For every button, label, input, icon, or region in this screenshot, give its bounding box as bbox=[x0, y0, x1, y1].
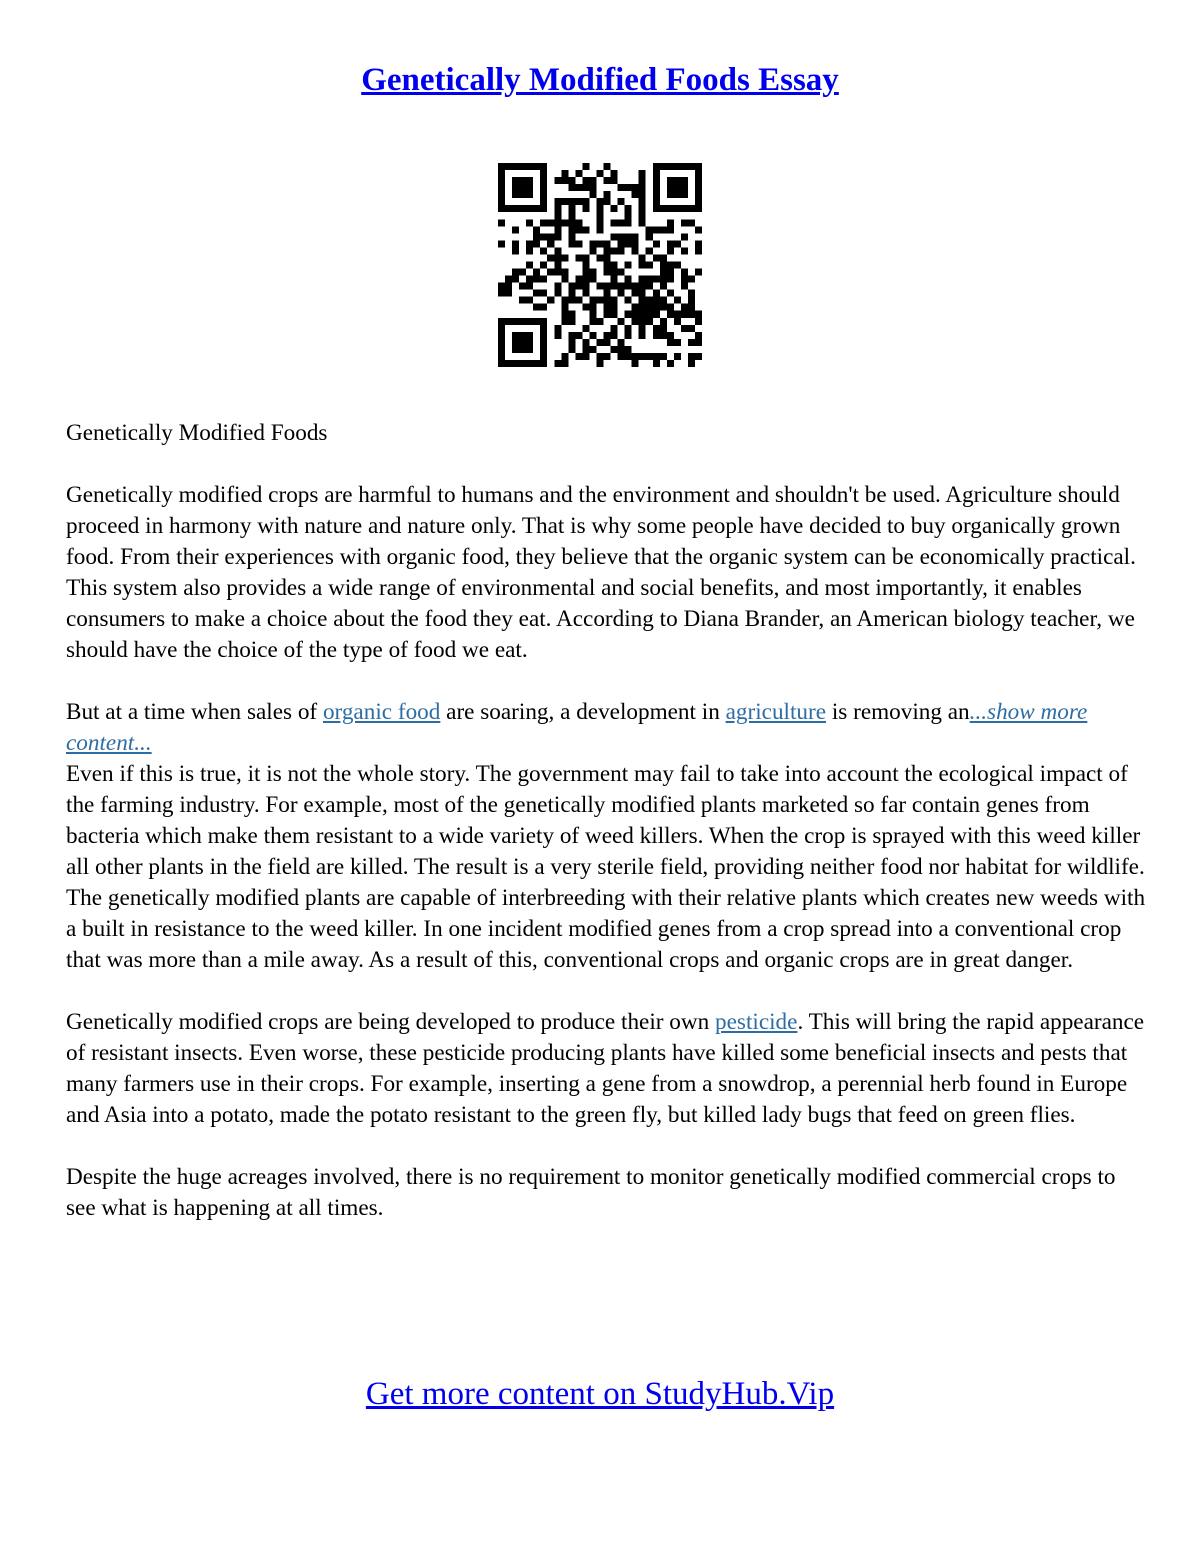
title-block bbox=[0, 62, 1200, 99]
essay-body bbox=[66, 418, 1146, 1224]
paragraph-3: Even if this is true, it is not the whole story. The government may fail to take into account the ecological impact of the farming industry. For example, most of the genetically modified plants marketed so far contain genes from bacteria which make them resistant to a wide variety of weed killers. When the crop is sprayed with this weed killer all other plants in the field are killed. The result is a very sterile field, providing neither food nor habitat for wildlife. The genetically modified plants are capable of interbreeding with their relative plants which creates new weeds with a built in resistance to the weed killer. In one incident modified genes from a crop spread into a conventional crop that was more than a mile away. As a result of this, conventional crops and organic crops are in great danger. bbox=[66, 761, 1146, 973]
qr-code-icon bbox=[498, 163, 702, 367]
p2-text-2: are soaring, a development in bbox=[440, 699, 726, 725]
footer-link[interactable]: Get more content on StudyHub.Vip bbox=[365, 1376, 835, 1412]
p4-text-1: Genetically modified crops are being developed to produce their own bbox=[66, 1009, 716, 1035]
link-agriculture[interactable]: agriculture bbox=[725, 699, 827, 725]
p2-text-3: is removing an bbox=[826, 699, 970, 725]
show-more-link[interactable]: ...show more content... bbox=[66, 699, 1088, 756]
p2-text-1: But at a time when sales of bbox=[66, 699, 323, 725]
paragraph-5: Despite the huge acreages involved, there is no requirement to monitor genetically modified commercial crops to see what is happening at all times. bbox=[66, 1164, 1116, 1221]
link-organic-food[interactable]: organic food bbox=[322, 699, 441, 725]
footer-block bbox=[0, 1376, 1200, 1413]
paragraph-4 bbox=[66, 1007, 1146, 1131]
essay-subtitle: Genetically Modified Foods bbox=[66, 420, 328, 446]
p4-text-2: . This will bring the rapid appearance of resistant insects. Even worse, these pesticide producing plants have killed some beneficial insects and pests that many farmers use in their crops. For example, inserting a gene from a snowdrop, a perennial herb found in Europe and Asia into a potato, made the potato resistant to the green fly, but killed lady bugs that feed on green flies. bbox=[66, 1009, 1145, 1128]
link-pesticide[interactable]: pesticide bbox=[715, 1009, 798, 1035]
paragraph-2 bbox=[66, 697, 1146, 759]
paragraph-1: Genetically modified crops are harmful to humans and the environment and shouldn't be used. Agriculture should proceed in harmony with nature and nature only. That is why some people have decided to buy organically grown food. From their experiences with organic food, they believe that the organic system can be economically practical. This system also provides a wide range of environmental and social benefits, and most importantly, it enables consumers to make a choice about the food they eat. According to Diana Brander, an American biology teacher, we should have the choice of the type of food we eat. bbox=[66, 482, 1136, 663]
page-title-link[interactable]: Genetically Modified Foods Essay bbox=[361, 62, 839, 98]
